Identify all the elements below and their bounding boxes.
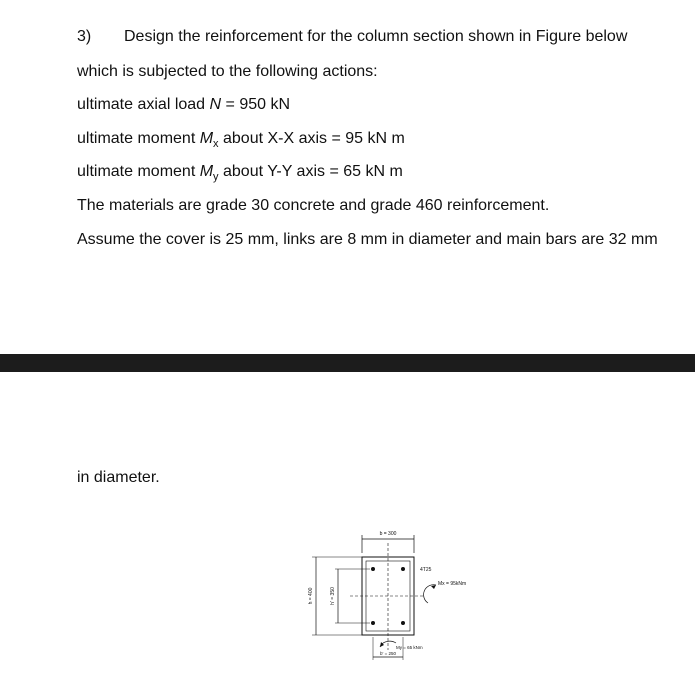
mx-rest: about X-X axis = 95 kN m (218, 130, 405, 147)
bars-label: 4T25 (420, 567, 432, 573)
bar-bottom-left (371, 621, 375, 625)
bar-top-right (401, 567, 405, 571)
my-rest: about Y-Y axis = 65 kN m (218, 163, 403, 180)
mx-arrow-head (431, 585, 436, 589)
b-prime-label: b' = 250 (380, 651, 396, 656)
axial-symbol: N (209, 96, 222, 113)
problem-line-1: Design the reinforcement for the column section shown in Figure below (124, 28, 628, 45)
mx-prefix: ultimate moment (77, 130, 200, 147)
mx-symbol: M (199, 130, 214, 147)
b-label: b = 300 (379, 531, 397, 537)
materials-line: The materials are grade 30 concrete and grade 460 reinforcement. (77, 197, 550, 214)
bar-bottom-right (401, 621, 405, 625)
my-label: My = 65 kNm (396, 645, 423, 650)
continuation-line: in diameter. (77, 469, 160, 486)
page-divider (0, 354, 695, 372)
bar-top-left (371, 567, 375, 571)
column-section-figure (300, 525, 500, 665)
axial-prefix: ultimate axial load (77, 96, 210, 113)
assume-line: Assume the cover is 25 mm, links are 8 mm in diameter and main bars are 32 mm (77, 231, 658, 248)
problem-line-2: which is subjected to the following actions: (77, 63, 378, 80)
axial-rest: = 950 kN (221, 96, 291, 113)
my-subscript: y (213, 171, 219, 184)
axial-load-line (77, 95, 290, 115)
h-prime-label: h' = 350 (330, 587, 336, 605)
moment-x-line (77, 129, 405, 154)
mx-label: Mx = 95kNm (438, 581, 467, 587)
moment-y-line (77, 162, 403, 187)
my-symbol: M (199, 163, 214, 180)
my-prefix: ultimate moment (77, 163, 200, 180)
h-label: h = 400 (308, 587, 314, 605)
mx-subscript: x (213, 138, 219, 151)
problem-number: 3) (77, 28, 92, 45)
